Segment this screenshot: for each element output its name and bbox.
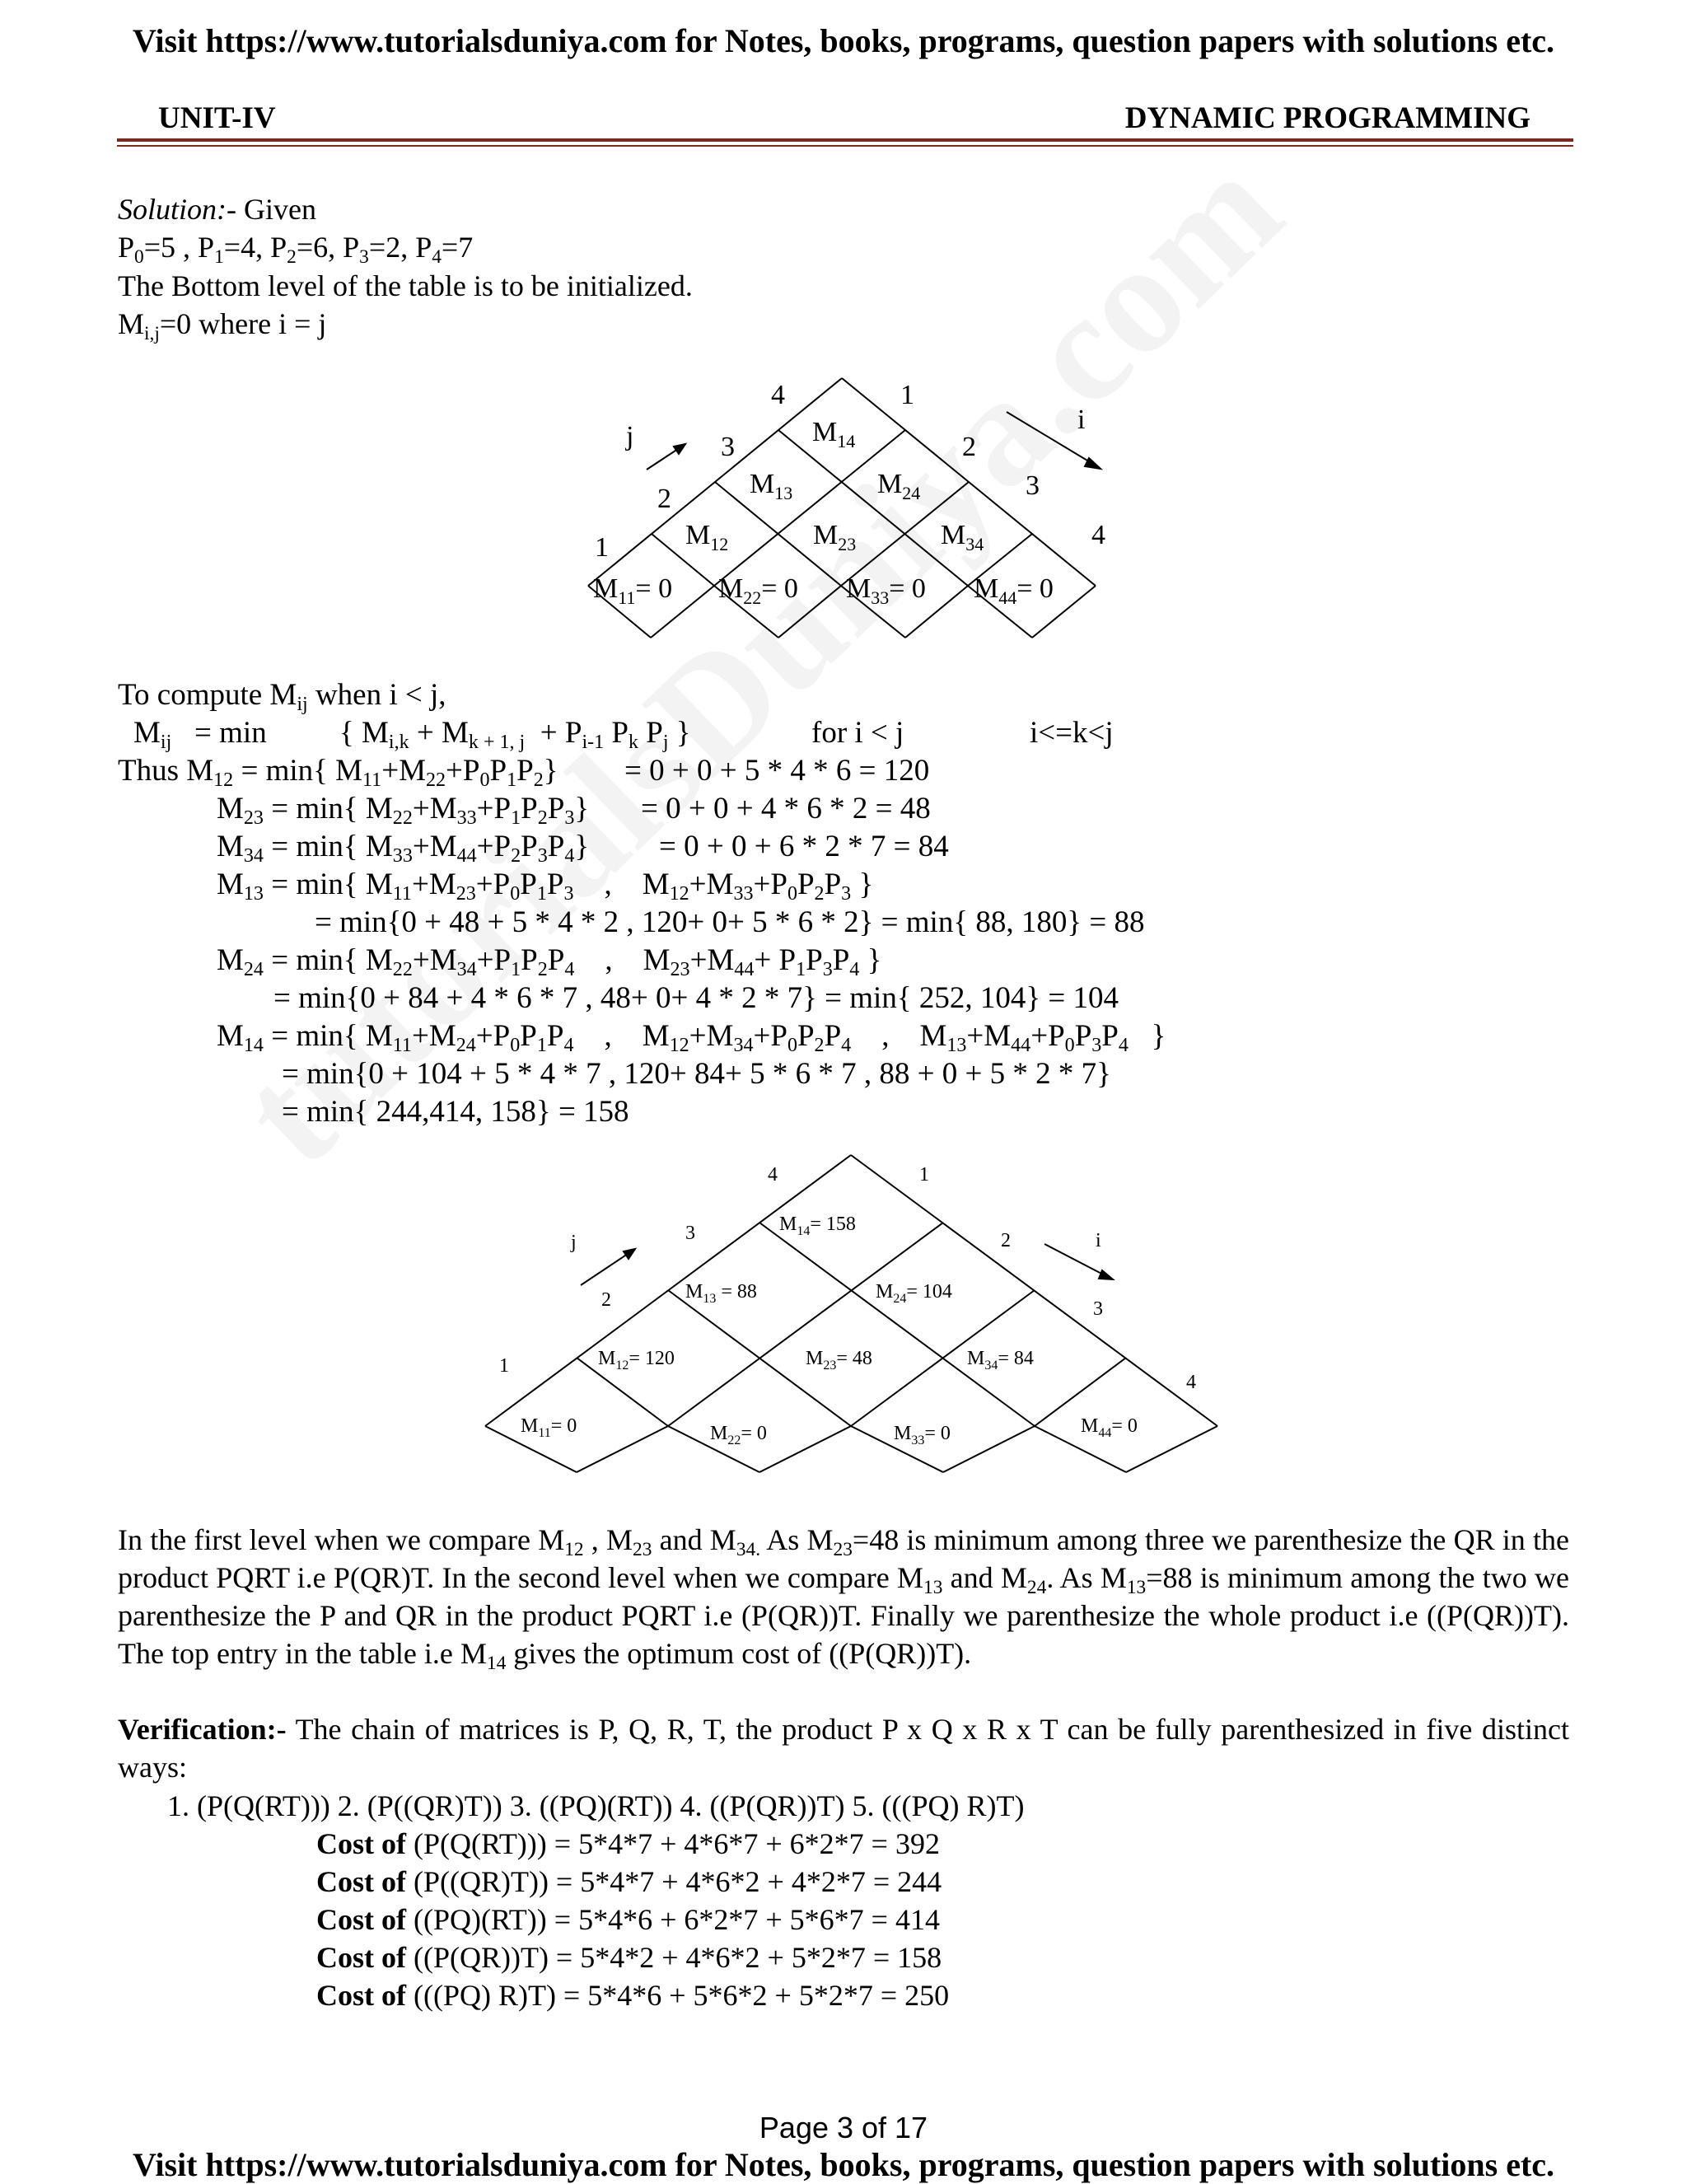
i-tick-1: 1 — [900, 380, 914, 410]
j-tick-3: 3 — [721, 432, 735, 462]
cost-line-5: Cost of (((PQ) R)T) = 5*4*6 + 5*6*2 + 5*2*7 = 250 — [316, 1979, 950, 2012]
j-tick-1b: 1 — [499, 1355, 509, 1377]
bottom-level-text: The Bottom level of the table is to be initialized. — [118, 269, 693, 302]
cost-line-2: Cost of (P((QR)T)) = 5*4*7 + 4*6*2 + 4*2*7 = 244 — [316, 1865, 942, 1898]
top-banner[interactable]: Visit https://www.tutorialsduniya.com for Notes, books, programs, question papers with solutions etc. — [132, 22, 1555, 59]
recurrence-range: i<=k<j — [1030, 716, 1114, 750]
m34-equation: $M_{34} = \min${ $M_{33}+M_{44}+P_2P_3P_4$} — [217, 830, 590, 868]
bottom-banner[interactable]: Visit https://www.tutorialsduniya.com for Notes, books, programs, question papers with solutions etc. — [132, 2146, 1555, 2183]
m24-result: = min{0 + 84 + 4 * 6 * 7 , 48+ 0+ 4 * 2 * 7} = min{ 252, 104} = 104 — [273, 981, 1119, 1015]
explanation-paragraph: In the first level when we compare $M_{12}$ , $M_{23}$ and $M_{34.}$ As $M_{23}=48$ is minimum among three we parenthesize the QR in the product PQRT i.e P(QR)T. In the second level when we compare $M_{13}$ and $M_{24}$. As $M_{13}=88$ is minimum among the two we parenthesize the P and QR in the product PQRT i.e (P(QR))T. Finally we parenthesize the whole product i.e ((P(QR))T). The top entry in the table i.e $M_{14}$ gives the optimum cost of ((P(QR))T). — [118, 1523, 1569, 1675]
j-tick-4b: 4 — [768, 1164, 778, 1186]
cell2-m24: $M_{24}= 104$ — [876, 1281, 952, 1306]
compute-intro: To compute $M_{ij}$ when i < j, — [118, 678, 446, 716]
m23-equation: $M_{23} = \min${ $M_{22}+M_{33}+P_1P_2P_3$} — [217, 792, 590, 830]
triangle-diagram-2 — [461, 1149, 1236, 1479]
diagram2-arrows — [581, 1244, 1113, 1285]
cell2-m34: $M_{34}= 84$ — [967, 1348, 1034, 1373]
given-p-values: $P_0=5$ , $P_1=4$, $P_2=6$, $P_3=2$, $P_4=7$ — [118, 231, 474, 269]
cell2-m23: $M_{23}= 48$ — [806, 1348, 872, 1373]
j-arrowhead-1 — [674, 444, 685, 454]
m13-result: = min{0 + 48 + 5 * 4 * 2 , 120+ 0+ 5 * 6 * 2} = min{ 88, 180} = 88 — [315, 905, 1145, 939]
j-tick-3b: 3 — [685, 1223, 695, 1244]
recurrence-condition: for i < j — [811, 716, 904, 750]
init-equation: $M_{i,j}=0$ where i = j — [118, 307, 327, 345]
cell2-m13: $M_{13} = 88$ — [685, 1281, 757, 1306]
solution-line: Solution:- Given — [118, 193, 316, 226]
m24-equation: $M_{24} = \min${ $M_{22}+M_{34}+P_1P_2P_4$ , $M_{23}+M_{44}+ P_1P_3P_4$ } — [217, 943, 882, 981]
diagram1-arrows — [647, 412, 1101, 470]
i-arrowhead-2 — [1099, 1270, 1113, 1279]
parenthesization-list: 1. (P(Q(RT))) 2. (P((QR)T)) 3. ((PQ)(RT)) 4. ((P(QR))T) 5. (((PQ) R)T) — [167, 1789, 1025, 1822]
cell-m33: $M_{33}= 0$ — [846, 573, 926, 608]
m13-equation: $M_{13} = \min${ $M_{11}+M_{23}+P_0P_1P_3$ , $M_{12}+M_{33}+P_0P_2P_3$ } — [217, 868, 874, 905]
cost-line-3: Cost of ((PQ)(RT)) = 5*4*6 + 6*2*7 + 5*6*7 = 414 — [316, 1903, 940, 1936]
unit-label: UNIT-IV — [158, 101, 276, 135]
recurrence-lhs: $M_{ij}$ = min — [133, 716, 267, 754]
cell2-m22: $M_{22}= 0$ — [710, 1423, 767, 1447]
header-rule-thin — [117, 145, 1573, 147]
cell-m12: $M_{12}$ — [685, 520, 729, 554]
m14-expanded: = min{0 + 104 + 5 * 4 * 7 , 120+ 84+ 5 * 6 * 7 , 88 + 0 + 5 * 2 * 7} — [282, 1057, 1111, 1091]
recurrence-rhs: { $M_{i,k} + M_{k + 1, j} + P_{i-1}$ $P_k$ $P_j$ } — [339, 716, 691, 754]
topic-label: DYNAMIC PROGRAMMING — [1124, 101, 1530, 135]
cell-m14: $M_{14}$ — [812, 417, 856, 451]
i-axis-label: i — [1077, 405, 1086, 435]
m34-result: = 0 + 0 + 6 * 2 * 7 = 84 — [659, 830, 949, 863]
verification-paragraph: Verification:- The chain of matrices is P, Q, R, T, the product P x Q x R x T can be fully parenthesized in five distinct ways: — [118, 1713, 1569, 1784]
diagram2-grid — [485, 1155, 1217, 1472]
cell2-m12: $M_{12}= 120$ — [598, 1348, 675, 1373]
cell2-m44: $M_{44}= 0$ — [1081, 1415, 1138, 1440]
cell-m23: $M_{23}$ — [813, 520, 857, 554]
i-tick-1b: 1 — [919, 1164, 929, 1186]
cell-m22: $M_{22}= 0$ — [718, 573, 798, 608]
j-arrow-2 — [581, 1252, 630, 1285]
j-arrow-1 — [647, 447, 680, 470]
i-tick-3: 3 — [1026, 470, 1040, 501]
j-axis-label: j — [626, 421, 634, 451]
i-tick-2b: 2 — [1001, 1230, 1011, 1251]
cost-line-1: Cost of (P(Q(RT))) = 5*4*7 + 4*6*7 + 6*2*7 = 392 — [316, 1827, 940, 1860]
j-arrowhead-2 — [624, 1249, 635, 1259]
cell-m11: $M_{11}= 0$ — [593, 573, 673, 608]
j-tick-4: 4 — [771, 380, 785, 410]
j-tick-1: 1 — [595, 532, 609, 563]
cell2-m11: $M_{11}= 0$ — [521, 1415, 577, 1440]
m23-result: = 0 + 0 + 4 * 6 * 2 = 48 — [641, 792, 931, 825]
page-number: Page 3 of 17 — [759, 2111, 928, 2144]
cost-line-4: Cost of ((P(QR))T) = 5*4*2 + 4*6*2 + 5*2*7 = 158 — [316, 1941, 942, 1974]
cell-m34: $M_{34}$ — [941, 520, 984, 554]
cell-m44: $M_{44}= 0$ — [974, 573, 1054, 608]
triangle-diagram-1 — [577, 375, 1120, 647]
m12-equation: Thus $M_{12} = \min${ $M_{11}+M_{22}+P_0P_1P_2$} — [118, 754, 558, 792]
cell2-m14: $M_{14}= 158$ — [779, 1214, 856, 1238]
cell-m24: $M_{24}$ — [877, 469, 921, 503]
j-tick-2: 2 — [657, 484, 671, 514]
m14-equation: $M_{14} = \min${ $M_{11}+M_{24}+P_0P_1P_4$ , $M_{12}+M_{34}+P_0P_2P_4$ , $M_{13}+M_{44}+P_0P_3P_4$ } — [217, 1019, 1166, 1057]
header-rule-thick — [117, 138, 1573, 142]
cell-m13: $M_{13}$ — [750, 469, 793, 503]
i-axis-label-2: i — [1096, 1230, 1101, 1251]
cell2-m33: $M_{33}= 0$ — [894, 1423, 951, 1447]
j-tick-2b: 2 — [601, 1289, 611, 1311]
i-tick-4: 4 — [1091, 520, 1105, 550]
m14-result: = min{ 244,414, 158} = 158 — [282, 1095, 629, 1129]
m12-result: = 0 + 0 + 5 * 4 * 6 = 120 — [624, 754, 930, 788]
i-tick-4b: 4 — [1186, 1372, 1196, 1393]
i-tick-2: 2 — [962, 432, 976, 462]
i-tick-3b: 3 — [1093, 1298, 1103, 1320]
j-axis-label-2: j — [571, 1232, 577, 1253]
